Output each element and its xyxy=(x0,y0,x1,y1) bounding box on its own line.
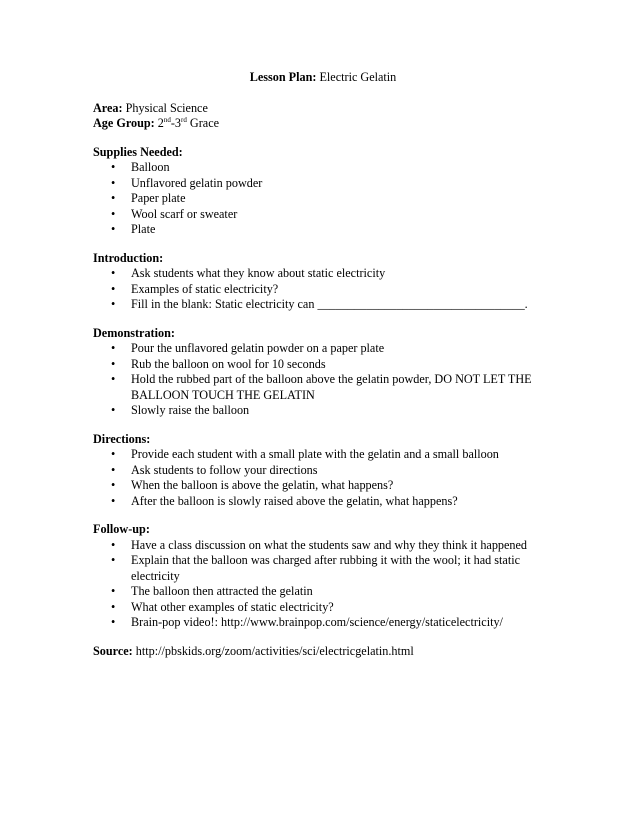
directions-section xyxy=(93,432,553,510)
age-group-line xyxy=(93,116,553,132)
list-item: • Provide each student with a small plate with the gelatin and a small balloon xyxy=(108,447,553,463)
list-item: • Slowly raise the balloon xyxy=(108,403,553,419)
age-from: 2 xyxy=(157,116,164,130)
age-suffix: Grace xyxy=(189,116,220,130)
introduction-list xyxy=(93,266,553,313)
followup-list xyxy=(93,538,553,631)
age-group-label: Age Group: xyxy=(93,116,155,130)
supplies-section xyxy=(93,145,553,238)
area-value: Physical Science xyxy=(125,100,208,115)
introduction-section xyxy=(93,251,553,313)
list-item: • After the balloon is slowly raised above the gelatin, what happens? xyxy=(108,494,553,510)
list-item: • Plate xyxy=(108,222,553,238)
list-item: • Have a class discussion on what the students saw and why they think it happened xyxy=(108,538,553,554)
list-item: • Ask students what they know about static electricity xyxy=(108,266,553,282)
list-item: • Hold the rubbed part of the balloon above the gelatin powder, DO NOT LET THE BALLOON TOUCH THE GELATIN xyxy=(108,372,553,403)
source-line xyxy=(93,644,553,660)
supplies-list xyxy=(93,160,553,238)
list-item: • Brain-pop video!: http://www.brainpop.com/science/energy/staticelectricity/ xyxy=(108,615,553,631)
age-to-sup: rd xyxy=(181,115,187,124)
source-url: http://pbskids.org/zoom/activities/sci/electricgelatin.html xyxy=(135,643,414,658)
list-item: • The balloon then attracted the gelatin xyxy=(108,584,553,600)
list-item: • What other examples of static electricity? xyxy=(108,600,553,616)
list-item: • Fill in the blank: Static electricity can __________________________________. xyxy=(108,297,553,313)
list-item: • Examples of static electricity? xyxy=(108,282,553,298)
document-title xyxy=(93,70,553,86)
area-line xyxy=(93,101,553,117)
list-item: • Explain that the balloon was charged after rubbing it with the wool; it had static electricity xyxy=(108,553,553,584)
demonstration-list xyxy=(93,341,553,419)
lesson-plan-document xyxy=(93,70,553,659)
list-item: • Unflavored gelatin powder xyxy=(108,176,553,192)
list-item: • Wool scarf or sweater xyxy=(108,207,553,223)
supplies-heading: Supplies Needed: xyxy=(93,144,183,159)
list-item: • Pour the unflavored gelatin powder on a paper plate xyxy=(108,341,553,357)
demonstration-section xyxy=(93,326,553,419)
title-label: Lesson Plan: xyxy=(249,70,317,84)
directions-list xyxy=(93,447,553,509)
introduction-heading: Introduction: xyxy=(93,250,164,265)
list-item: • Paper plate xyxy=(108,191,553,207)
age-from-sup: nd xyxy=(163,115,171,124)
demonstration-heading: Demonstration: xyxy=(93,325,175,340)
area-label: Area: xyxy=(93,100,123,115)
followup-heading: Follow-up: xyxy=(93,522,150,536)
source-label: Source: xyxy=(93,643,133,658)
list-item: • When the balloon is above the gelatin, what happens? xyxy=(108,478,553,494)
list-item: • Ask students to follow your directions xyxy=(108,463,553,479)
age-sep: -3 xyxy=(170,116,182,130)
directions-heading: Directions: xyxy=(93,431,151,446)
list-item: • Rub the balloon on wool for 10 seconds xyxy=(108,357,553,373)
title-value: Electric Gelatin xyxy=(319,70,397,84)
followup-section xyxy=(93,522,553,631)
list-item: • Balloon xyxy=(108,160,553,176)
